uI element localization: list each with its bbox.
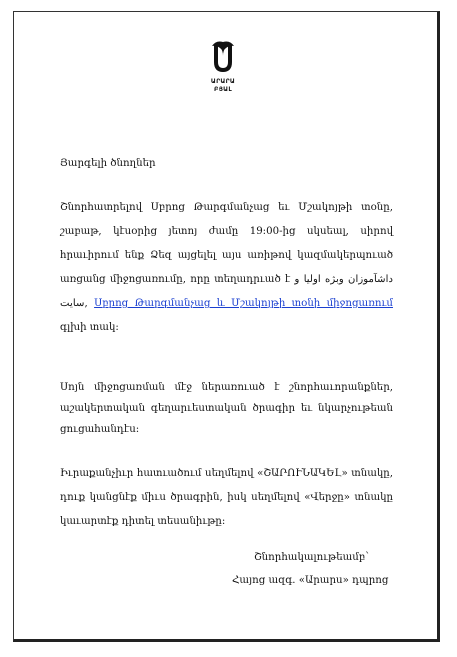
letter-paragraph-1: Շնորհատրելով Սբրոց Թարգմանչաց եւ Մշակոյթի տօնը, շաբաթ, կէսօրից յետոյ ժամը 19:00-ից սկսեալ, սիրով հրաւիրում ենք Ձեզ այցելել այս առիթով կազմակերպուած առցանց միջոցառումը, որը տեղադրւած է داشآموزان وبژه اولیا و سایت, Սբրոց Թարգմանչաց և Մշակոյթի տօնի միջոցառում գլխի տակ: xyxy=(60,202,393,333)
letter-greeting: Յարգելի ծնողներ xyxy=(60,158,156,169)
letter-paragraph-2: Սոյն միջոցառման մէջ ներառուած է շնորհաւորանքներ, աշակերտական գեղարւեստական ծրագիր եւ նկարչութեան ցուցահանդէս: xyxy=(60,382,393,435)
event-link[interactable]: Սբրոց Թարգմանչաց և Մշակոյթի տօնի միջոցառում xyxy=(94,298,393,309)
paragraph-1-ending: գլխի տակ: xyxy=(60,322,119,333)
signature-school-name: Հայոց ազգ. «Արարս» դպրոց xyxy=(232,575,389,586)
paragraph-1-text: Շնորհատրելով Սբրոց Թարգմանչաց եւ Մշակոյթի տօնը, շաբաթ, կէսօրից յետոյ ժամը 19:00-ից սկսեալ, սիրով հրաւիրում ենք Ձեզ այցելել այս առիթով կազմակերպուած առցանց միջոցառումը, որը տեղադրւած է داشآموزان وبژه اولیا و سایت xyxy=(60,202,393,309)
signature-thanks: Շնորհակալութեամբ՝ xyxy=(254,552,369,563)
logo-wordmark: ԱՐԱՐԱ xyxy=(210,78,236,85)
logo-wordmark-secondary: ԲՅԱԼ xyxy=(214,86,232,93)
letter-paragraph-3: Իւրաքանչիւր հատւածում սեղմելով «ՇԱՐՈՒՆԱԿԵԼ» տնակը, դուք կանցնէք միւս ծրագրին, իսկ սեղմելով «Վերջը» տնակը կաւարտէք դիտել տեսանիւթը: xyxy=(60,468,393,527)
